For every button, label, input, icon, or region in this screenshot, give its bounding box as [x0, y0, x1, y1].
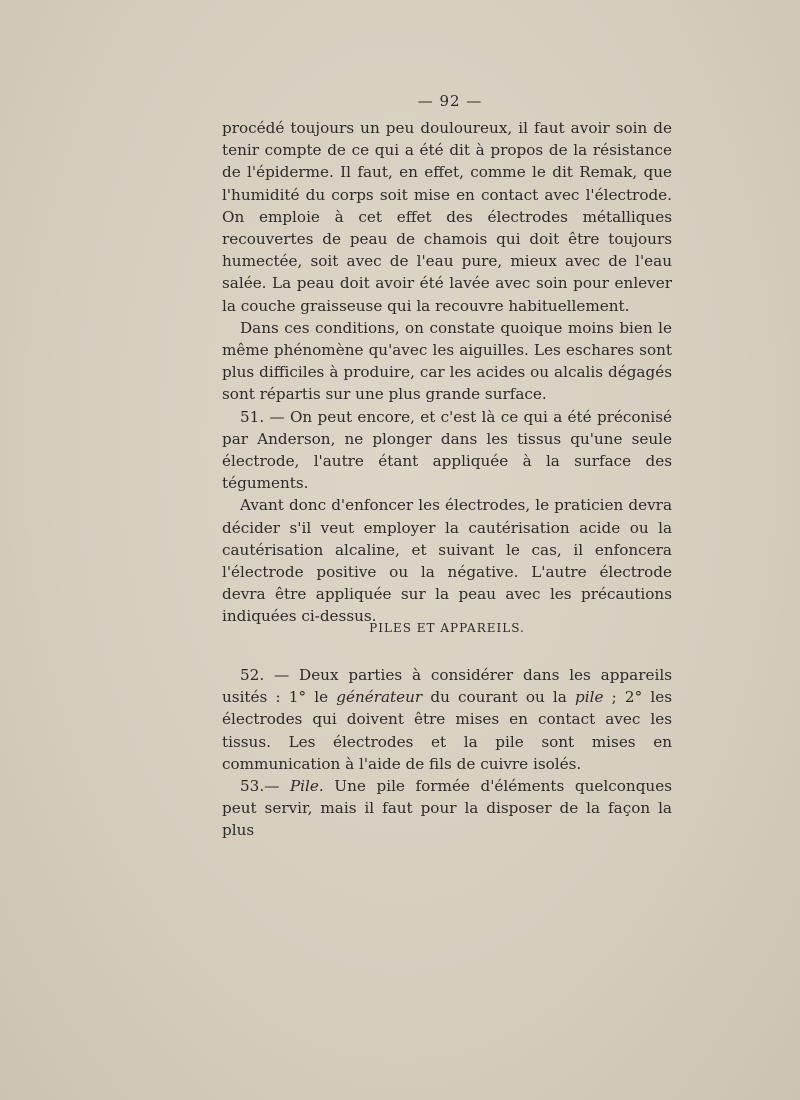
text-run: ; 2° les électrodes qui doivent être mises en contact avec les tissus. Les électrodes et la pile sont mises en communication à l'aide de fils de cuivre isolés. — [222, 688, 672, 773]
paragraph-electrodes: Avant donc d'enfoncer les électrodes, le praticien devra décider s'il veut employer la cautérisation acide ou la cautérisation alcaline, et suivant le cas, il enfoncera l'électrode positive ou la négative. L'autre électrode devra être appliquée sur la peau avec les précautions indiquées ci-dessus. — [222, 496, 672, 626]
paragraph-52 — [222, 664, 672, 775]
body-text-bottom — [222, 664, 672, 842]
italic-term-pile-heading: Pile. — [289, 777, 324, 796]
italic-term-pile: pile — [575, 688, 604, 707]
paragraph-continuation: procédé toujours un peu douloureux, il faut avoir soin de tenir compte de ce qui a été dit à propos de la résistance de l'épiderme. Il faut, en effet, comme le dit Remak, que l'humidité du corps soit mise en contact avec l'électrode. On emploie à cet effet des électrodes métalliques recouvertes de peau de chamois qui doit être toujours humectée, soit avec de l'eau pure, mieux avec de l'eau salée. La peau doit avoir été lavée avec soin pour enlever la couche graisseuse qui la recouvre habituellement. — [222, 119, 672, 315]
paragraph-53 — [222, 775, 672, 842]
italic-term-generateur: générateur — [336, 688, 423, 707]
paragraph-51: 51. — On peut encore, et c'est là ce qui a été préconisé par Anderson, ne plonger dans les tissus qu'une seule électrode, l'autre étant appliquée à la surface des téguments. — [222, 407, 672, 493]
section-heading: PILES ET APPAREILS. — [369, 621, 525, 635]
text-run: 53.— — [240, 777, 290, 796]
text-run: 52. — Deux parties à considérer dans les appareils usités : 1° le — [222, 666, 672, 707]
text-run: Une pile formée d'éléments quelconques peut servir, mais il faut pour la disposer de la façon la plus — [222, 777, 672, 840]
paragraph-conditions: Dans ces conditions, on constate quoique moins bien le même phénomène qu'avec les aiguilles. Les eschares sont plus difficiles à produire, car les acides ou alcalis dégagés sont répartis sur une plus grande surface. — [222, 318, 672, 404]
body-text-top — [222, 117, 672, 628]
page-number: — 92 — — [417, 92, 483, 110]
text-run: du courant ou la — [422, 688, 576, 707]
